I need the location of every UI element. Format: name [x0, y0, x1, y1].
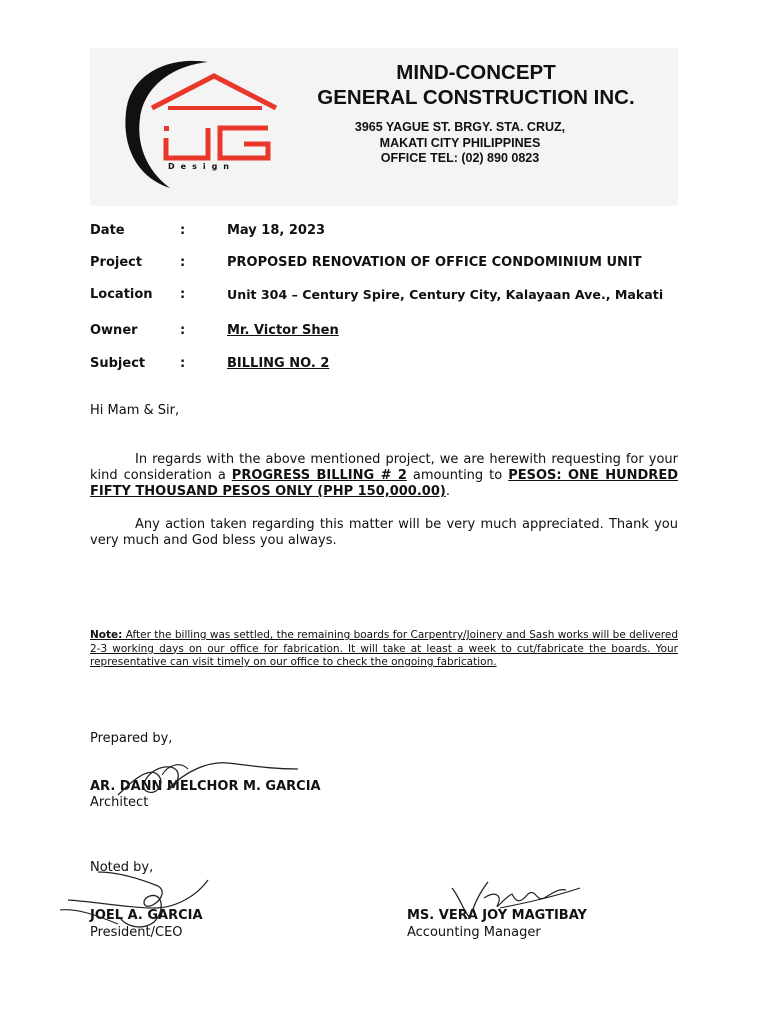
accounting-signature: [440, 868, 590, 928]
field-date: Date : May 18, 2023: [90, 223, 326, 238]
location-value: Unit 304 – Century Spire, Century City, Kalayaan Ave., Makati: [227, 287, 664, 302]
field-project: Project : PROPOSED RENOVATION OF OFFICE CONDOMINIUM UNIT: [90, 255, 642, 270]
company-name: MIND-CONCEPT GENERAL CONSTRUCTION INC.: [317, 61, 635, 109]
accounting-name: MS. VERA JOY MAGTIBAY: [407, 908, 587, 923]
paragraph-billing-request: In regards with the above mentioned project, we are herewith requesting for your kind consideration a PROGRESS BILLING # 2 amounting to PESOS: ONE HUNDRED FIFTY THOUSAND PESOS ONLY (PHP 150,000.00).: [90, 452, 678, 499]
greeting: Hi Mam & Sir,: [90, 403, 180, 418]
date-value: May 18, 2023: [227, 223, 326, 238]
field-subject: Subject : BILLING NO. 2: [90, 356, 330, 371]
letterhead: [90, 48, 678, 206]
billing-amount: PESOS: ONE HUNDRED FIFTY THOUSAND PESOS ONLY (PHP 150,000.00): [90, 468, 678, 499]
owner-value: Mr. Victor Shen: [227, 323, 339, 338]
paragraph-closing: Any action taken regarding this matter will be very much appreciated. Thank you very much and God bless you always.: [90, 517, 678, 548]
logo-wordmark: Design: [168, 162, 235, 171]
fabrication-note: Note: After the billing was settled, the remaining boards for Carpentry/Joinery and Sash works will be delivered 2-3 working days on our office for fabrication. It will take at least a week to cut/fabricate the boards. Your representative can visit timely on our office to check the ongoing fabrication.: [90, 629, 678, 668]
architect-title: Architect: [90, 795, 149, 810]
company-logo: [108, 52, 278, 192]
field-location: Location : Unit 304 – Century Spire, Century City, Kalayaan Ave., Makati: [90, 287, 664, 302]
project-value: PROPOSED RENOVATION OF OFFICE CONDOMINIUM UNIT: [227, 255, 642, 270]
noted-by-label: Noted by,: [90, 860, 154, 875]
president-title: President/CEO: [90, 925, 183, 940]
subject-value: BILLING NO. 2: [227, 356, 330, 371]
president-name: JOEL A. GARCIA: [90, 908, 203, 923]
architect-signature: [108, 735, 308, 805]
billing-reference: PROGRESS BILLING # 2: [231, 468, 407, 483]
field-owner: Owner : Mr. Victor Shen: [90, 323, 339, 338]
company-address: 3965 YAGUE ST. BRGY. STA. CRUZ, MAKATI CITY PHILIPPINES OFFICE TEL: (02) 890 0823: [354, 120, 566, 165]
prepared-by-label: Prepared by,: [90, 731, 173, 746]
president-signature: [58, 858, 218, 938]
accounting-title: Accounting Manager: [407, 925, 541, 940]
architect-name: AR. DANN MELCHOR M. GARCIA: [90, 779, 321, 794]
